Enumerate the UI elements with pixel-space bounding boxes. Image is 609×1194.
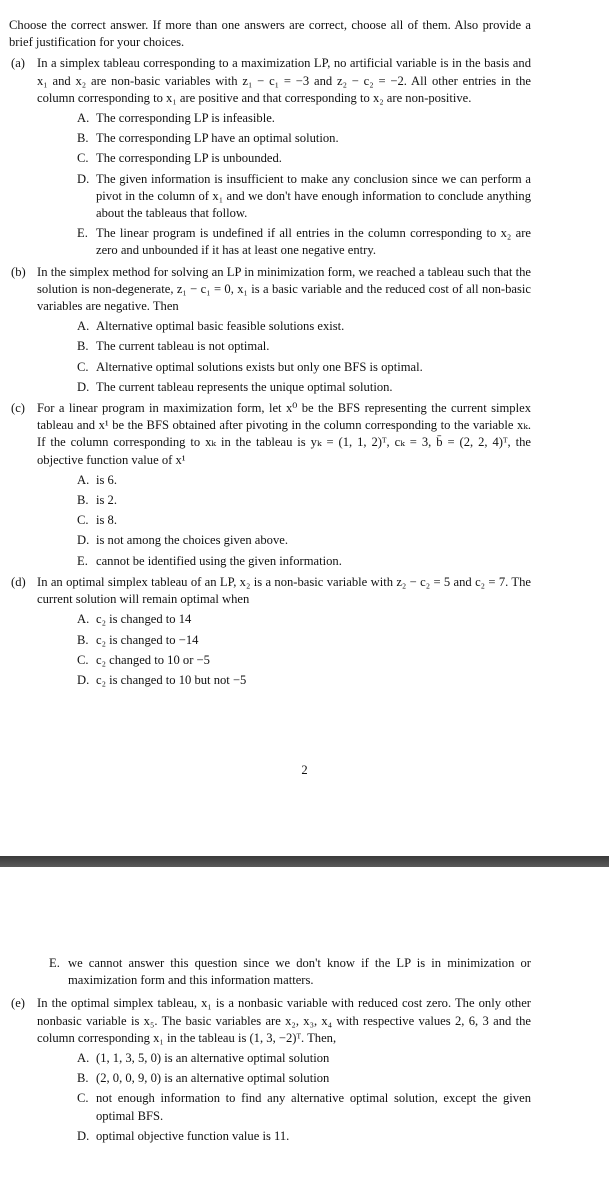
option-label: E.: [77, 553, 88, 568]
option-text: optimal objective function value is 11.: [96, 1128, 290, 1143]
question-text: In the optimal simplex tableau, x₁ is a nonbasic variable with reduced cost zero. The only other nonbasic variable is x₅. The basic variables are x₂, x₃, x₄ with respective values 2, 6, 3 and the column corresponding x₁ in the tableau is (1, 3, −2)ᵀ. Then,: [37, 996, 531, 1045]
option-text: c₂ is changed to 10 but not −5: [96, 672, 247, 687]
page-content-continued: [9, 955, 531, 1148]
option-e: [37, 225, 531, 259]
option-label: E.: [49, 956, 60, 970]
option-label: A.: [77, 1051, 90, 1066]
instructions: Choose the correct answer. If more than one answers are correct, choose all of them. Also provide a brief justification for your choices.: [9, 18, 531, 50]
question-label: (c): [11, 401, 25, 416]
option-text: is not among the choices given above.: [96, 533, 289, 548]
option-label: D.: [77, 171, 90, 186]
option-text: (1, 1, 3, 5, 0) is an alternative optimal solution: [96, 1051, 330, 1066]
question-b: [9, 264, 531, 396]
option-label: B.: [77, 339, 89, 354]
option-label: B.: [77, 1071, 89, 1086]
option-text: The corresponding LP is infeasible.: [96, 111, 275, 126]
option-list: [37, 318, 531, 396]
option-c: [37, 359, 531, 376]
option-text: The corresponding LP is unbounded.: [96, 151, 282, 166]
option-a: [37, 611, 531, 628]
option-d: [37, 171, 531, 223]
option-text: (2, 0, 0, 9, 0) is an alternative optimal solution: [96, 1071, 330, 1086]
question-text: In a simplex tableau corresponding to a maximization LP, no artificial variable is in the basis and x₁ and x₂ are non-basic variables with z₁ − c₁ = −3 and z₂ − c₂ = −2. All other entries in the column corresponding to x₁ are positive and that corresponding to x₂ are non-positive.: [37, 56, 531, 105]
option-text: Alternative optimal basic feasible solutions exist.: [96, 319, 345, 334]
option-label: C.: [77, 359, 89, 374]
option-list: [37, 472, 531, 570]
option-b: [37, 632, 531, 649]
option-d: [37, 379, 531, 396]
option-label: A.: [77, 111, 90, 126]
question-label: (a): [11, 56, 25, 71]
question-text: For a linear program in maximization form, let x⁰ be the BFS representing the current simplex tableau and x¹ be the BFS obtained after pivoting in the column corresponding to the variable xₖ. If the column corresponding to xₖ in the tableau is yₖ = (1, 1, 2)ᵀ, cₖ = 3, b̄ = (2, 2, 4)ᵀ, the objective function value of x¹: [37, 401, 531, 467]
option-list: [37, 1050, 531, 1145]
question-e: [9, 995, 531, 1145]
option-label: D.: [77, 1128, 90, 1143]
option-label: A.: [77, 612, 90, 627]
option-text: The given information is insufficient to make any conclusion since we can perform a pivot in the column of x₁ and we don't have enough information to conclude anything about the tableaus that follow.: [96, 171, 531, 221]
option-b: [37, 338, 531, 355]
option-a: [37, 318, 531, 335]
option-label: A.: [77, 472, 90, 487]
question-label: (e): [11, 996, 25, 1011]
option-label: D.: [77, 379, 90, 394]
option-label: E.: [77, 226, 88, 241]
option-b: [37, 1070, 531, 1087]
question-d: [9, 574, 531, 689]
option-label: C.: [77, 513, 89, 528]
option-c: [37, 512, 531, 529]
option-label: A.: [77, 319, 90, 334]
option-text: is 8.: [96, 513, 117, 528]
option-label: B.: [77, 632, 89, 647]
question-label: (d): [11, 574, 26, 589]
option-c: [37, 150, 531, 167]
question-e-container: [9, 995, 531, 1145]
question-c: [9, 400, 531, 570]
page-number: 2: [301, 763, 308, 777]
question-list: [9, 55, 531, 689]
option-c: [37, 652, 531, 669]
option-b: [37, 492, 531, 509]
option-text: is 6.: [96, 472, 117, 487]
option-d: [37, 532, 531, 549]
option-d-e: [9, 955, 531, 989]
option-label: B.: [77, 493, 89, 508]
option-a: [37, 1050, 531, 1067]
option-list: [37, 611, 531, 689]
option-text: is 2.: [96, 493, 117, 508]
option-label: D.: [77, 672, 90, 687]
option-text: not enough information to find any alternative optimal solution, except the given optimal BFS.: [96, 1091, 531, 1123]
option-text: The corresponding LP have an optimal solution.: [96, 131, 339, 146]
option-label: C.: [77, 1091, 89, 1106]
option-text: The current tableau is not optimal.: [96, 339, 270, 354]
option-label: B.: [77, 131, 89, 146]
option-label: C.: [77, 652, 89, 667]
option-text: cannot be identified using the given information.: [96, 553, 342, 568]
question-a: [9, 55, 531, 259]
page-content: [9, 17, 531, 692]
option-text: c₂ changed to 10 or −5: [96, 652, 210, 667]
question-label: (b): [11, 264, 26, 279]
option-text: we cannot answer this question since we don't know if the LP is in minimization or maximization form and this information matters.: [68, 956, 531, 988]
option-text: c₂ is changed to −14: [96, 632, 199, 647]
option-a: [37, 110, 531, 127]
option-text: The current tableau represents the unique optimal solution.: [96, 379, 393, 394]
option-a: [37, 472, 531, 489]
option-b: [37, 130, 531, 147]
option-d: [37, 1128, 531, 1145]
page-bottom: [0, 867, 609, 1194]
question-text: In an optimal simplex tableau of an LP, x₂ is a non-basic variable with z₂ − c₂ = 5 and c₂ = 7. The current solution will remain optimal when: [37, 574, 531, 607]
option-text: Alternative optimal solutions exists but only one BFS is optimal.: [96, 359, 423, 374]
option-text: The linear program is undefined if all entries in the column corresponding to x₂ are zero and unbounded if it has at least one negative entry.: [96, 226, 531, 258]
option-label: D.: [77, 533, 90, 548]
option-list: [37, 110, 531, 260]
page-divider: [0, 856, 609, 867]
option-d: [37, 672, 531, 689]
option-label: C.: [77, 151, 89, 166]
option-text: c₂ is changed to 14: [96, 612, 192, 627]
option-e: [37, 553, 531, 570]
option-c: [37, 1090, 531, 1124]
question-text: In the simplex method for solving an LP in minimization form, we reached a tableau such that the solution is non-degenerate, z₁ − c₁ = 0, x₁ is a basic variable and the reduced cost of all non-basic variables are negative. Then: [37, 264, 531, 314]
